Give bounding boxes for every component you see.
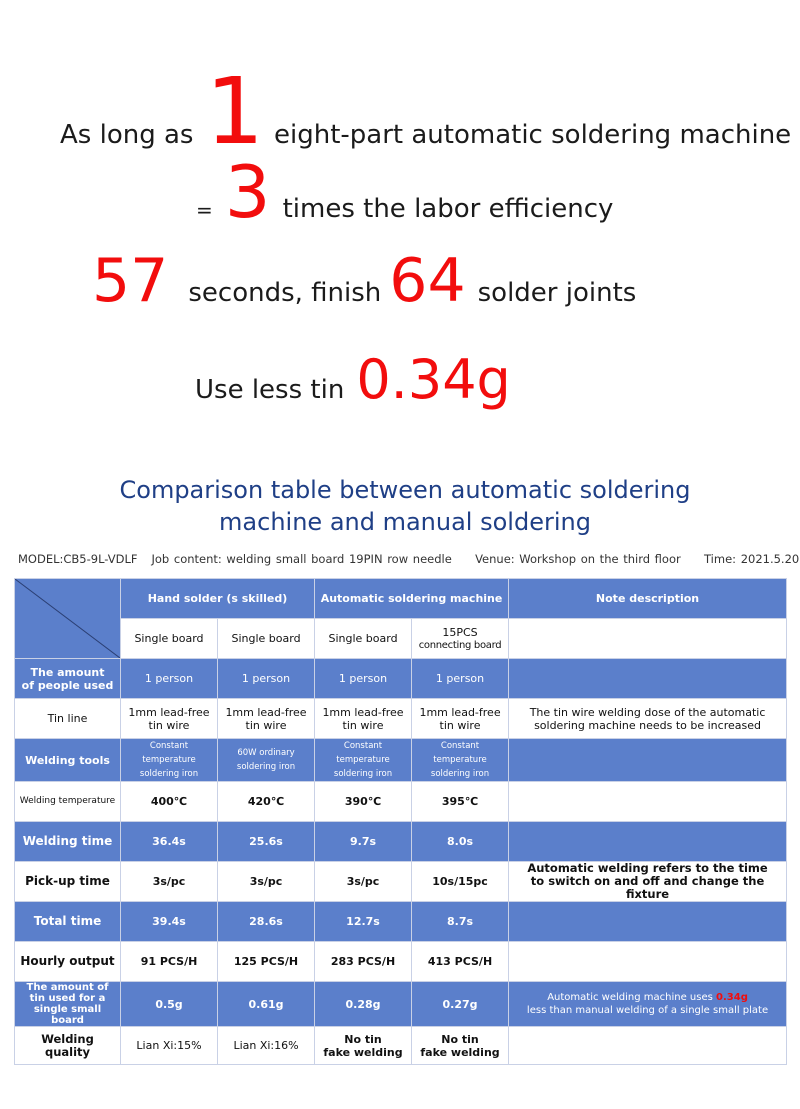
table-cell: 395℃ [412,782,509,822]
table-row [15,862,787,902]
cell-line: tin wire [148,718,190,732]
cell-line: soldering iron [139,769,199,779]
diagonal-corner-cell [15,579,121,659]
table-cell: 413 PCS/H [412,942,509,982]
row-label [15,659,121,699]
table-cell: 420℃ [218,782,315,822]
meta-model: MODEL:CB5-9L-VDLF [18,552,138,566]
meta-venue: Venue: Workshop on the third floor [475,552,681,566]
row-label: Total time [15,902,121,942]
diagonal-line-icon [15,579,120,658]
cell-line: 1mm lead-free [128,705,210,719]
row-label: Welding time [15,822,121,862]
cell-line: 1mm lead-free [322,705,404,719]
table-cell: 1 person [218,659,315,699]
cell-line: Constant temperature [142,741,196,765]
table-cell: 390℃ [315,782,412,822]
row-label: Welding quality [15,1027,121,1065]
table-subheader-row [15,619,787,659]
cell-line: soldering iron [236,762,296,772]
table-cell [412,699,509,739]
row-label: Tin line [15,699,121,739]
table-row [15,782,787,822]
note-highlight: 0.34g [716,992,748,1003]
table-row [15,982,787,1027]
table-cell: 3s/pc [121,862,218,902]
cell-line: 1mm lead-free [419,705,501,719]
note-cell [509,699,787,739]
table-row [15,739,787,782]
table-cell: 91 PCS/H [121,942,218,982]
note-line: The tin wire welding dose of the automatic [529,705,766,719]
note-text: Automatic welding machine uses [547,992,713,1003]
table-cell: 0.27g [412,982,509,1027]
table-header-row [15,579,787,619]
table-cell [121,739,218,782]
cell-line: Constant temperature [433,741,487,765]
subheader-line: 15PCS [442,625,478,639]
table-cell [412,739,509,782]
cell-line: fake welding [323,1045,403,1059]
subheader-cell: Single board [121,619,218,659]
table-cell: 8.0s [412,822,509,862]
table-cell [412,1027,509,1065]
headline-number: 64 [389,246,466,316]
table-cell: 0.61g [218,982,315,1027]
comparison-table [14,578,787,1065]
headline-prefix: Use less tin [195,375,345,405]
row-label-line: The amount [30,665,105,679]
note-line: less than manual welding of a single small plate [526,1005,769,1016]
note-cell [509,782,787,822]
headline-prefix: As long as [60,120,194,150]
note-cell [509,942,787,982]
row-label: Welding tools [15,739,121,782]
table-cell: 3s/pc [315,862,412,902]
table-cell: 10s/15pc [412,862,509,902]
row-label-line: tin used for a [29,993,106,1004]
table-cell: 28.6s [218,902,315,942]
meta-job: Job content: welding small board 19PIN row needle [151,552,452,566]
headline-number: 57 [92,246,169,316]
table-row [15,1027,787,1065]
cell-line: Constant temperature [336,741,390,765]
table-cell: 8.7s [412,902,509,942]
table-row [15,699,787,739]
note-header: Note description [509,579,787,619]
cell-line: tin wire [439,718,481,732]
note-cell [509,619,787,659]
table-cell: 0.5g [121,982,218,1027]
headline-suffix: eight-part automatic soldering machine [274,120,792,150]
row-label: Welding temperature [15,782,121,822]
note-line: soldering machine needs to be increased [534,718,761,732]
note-line: to switch on and off and change the fixture [530,874,765,901]
table-cell: 1 person [412,659,509,699]
subheader-cell: Single board [315,619,412,659]
table-cell: 400℃ [121,782,218,822]
table-row [15,822,787,862]
table-cell: 0.28g [315,982,412,1027]
note-cell [509,739,787,782]
table-cell: 36.4s [121,822,218,862]
note-cell [509,659,787,699]
note-cell [509,1027,787,1065]
table-cell [218,699,315,739]
table-cell: 1 person [315,659,412,699]
headline-suffix: times the labor efficiency [282,194,614,224]
table-cell: Lian Xi:15% [121,1027,218,1065]
table-cell: 9.7s [315,822,412,862]
headline-line-3 [92,246,800,316]
cell-line: soldering iron [333,769,393,779]
meta-line [18,552,800,566]
note-line: Automatic welding refers to the time [527,861,768,875]
headline-line-4 [195,348,800,411]
cell-line: fake welding [420,1045,500,1059]
table-cell: 39.4s [121,902,218,942]
table-cell [315,739,412,782]
row-label: Pick-up time [15,862,121,902]
table-cell: Lian Xi:16% [218,1027,315,1065]
table-cell: 12.7s [315,902,412,942]
table-cell: 25.6s [218,822,315,862]
note-line [511,991,784,1004]
note-cell [509,902,787,942]
cell-line: No tin [344,1032,382,1046]
note-cell [509,982,787,1027]
subheader-cell [412,619,509,659]
table-cell [315,1027,412,1065]
cell-line: soldering iron [430,769,490,779]
headline-number: 0.34g [356,348,511,411]
table-row [15,659,787,699]
note-cell [509,822,787,862]
cell-line: tin wire [342,718,384,732]
headline-number: 3 [224,150,271,234]
table-row [15,902,787,942]
table-cell: 283 PCS/H [315,942,412,982]
row-label-line: of people used [21,678,114,692]
cell-line: tin wire [245,718,287,732]
table-cell [315,699,412,739]
meta-time: Time: 2021.5.20 [704,552,800,566]
row-label-line: single small board [33,1004,102,1026]
row-label: Hourly output [15,942,121,982]
note-cell [509,862,787,902]
subheader-line: connecting board [418,639,502,651]
group-header-auto: Automatic soldering machine [315,579,509,619]
table-cell [121,699,218,739]
group-header-hand: Hand solder (s skilled) [121,579,315,619]
table-cell: 1 person [121,659,218,699]
table-title-line-1: Comparison table between automatic soldering [119,476,691,504]
table-title-line-2: machine and manual soldering [219,508,591,536]
cell-line: 1mm lead-free [225,705,307,719]
headline-mid: seconds, finish [188,278,382,308]
table-cell: 125 PCS/H [218,942,315,982]
headline-line-2 [196,150,800,234]
cell-line: No tin [441,1032,479,1046]
table-row [15,942,787,982]
row-label [15,982,121,1027]
subheader-cell: Single board [218,619,315,659]
headline-line-1 [60,58,800,165]
row-label-line: The amount of [26,982,109,993]
table-cell: 3s/pc [218,862,315,902]
table-cell [218,739,315,782]
headline-suffix: solder joints [477,278,637,308]
cell-line: 60W ordinary [237,748,295,758]
equals-sign: = [196,198,213,222]
table-title [0,474,800,538]
headline-number: 1 [205,58,262,165]
